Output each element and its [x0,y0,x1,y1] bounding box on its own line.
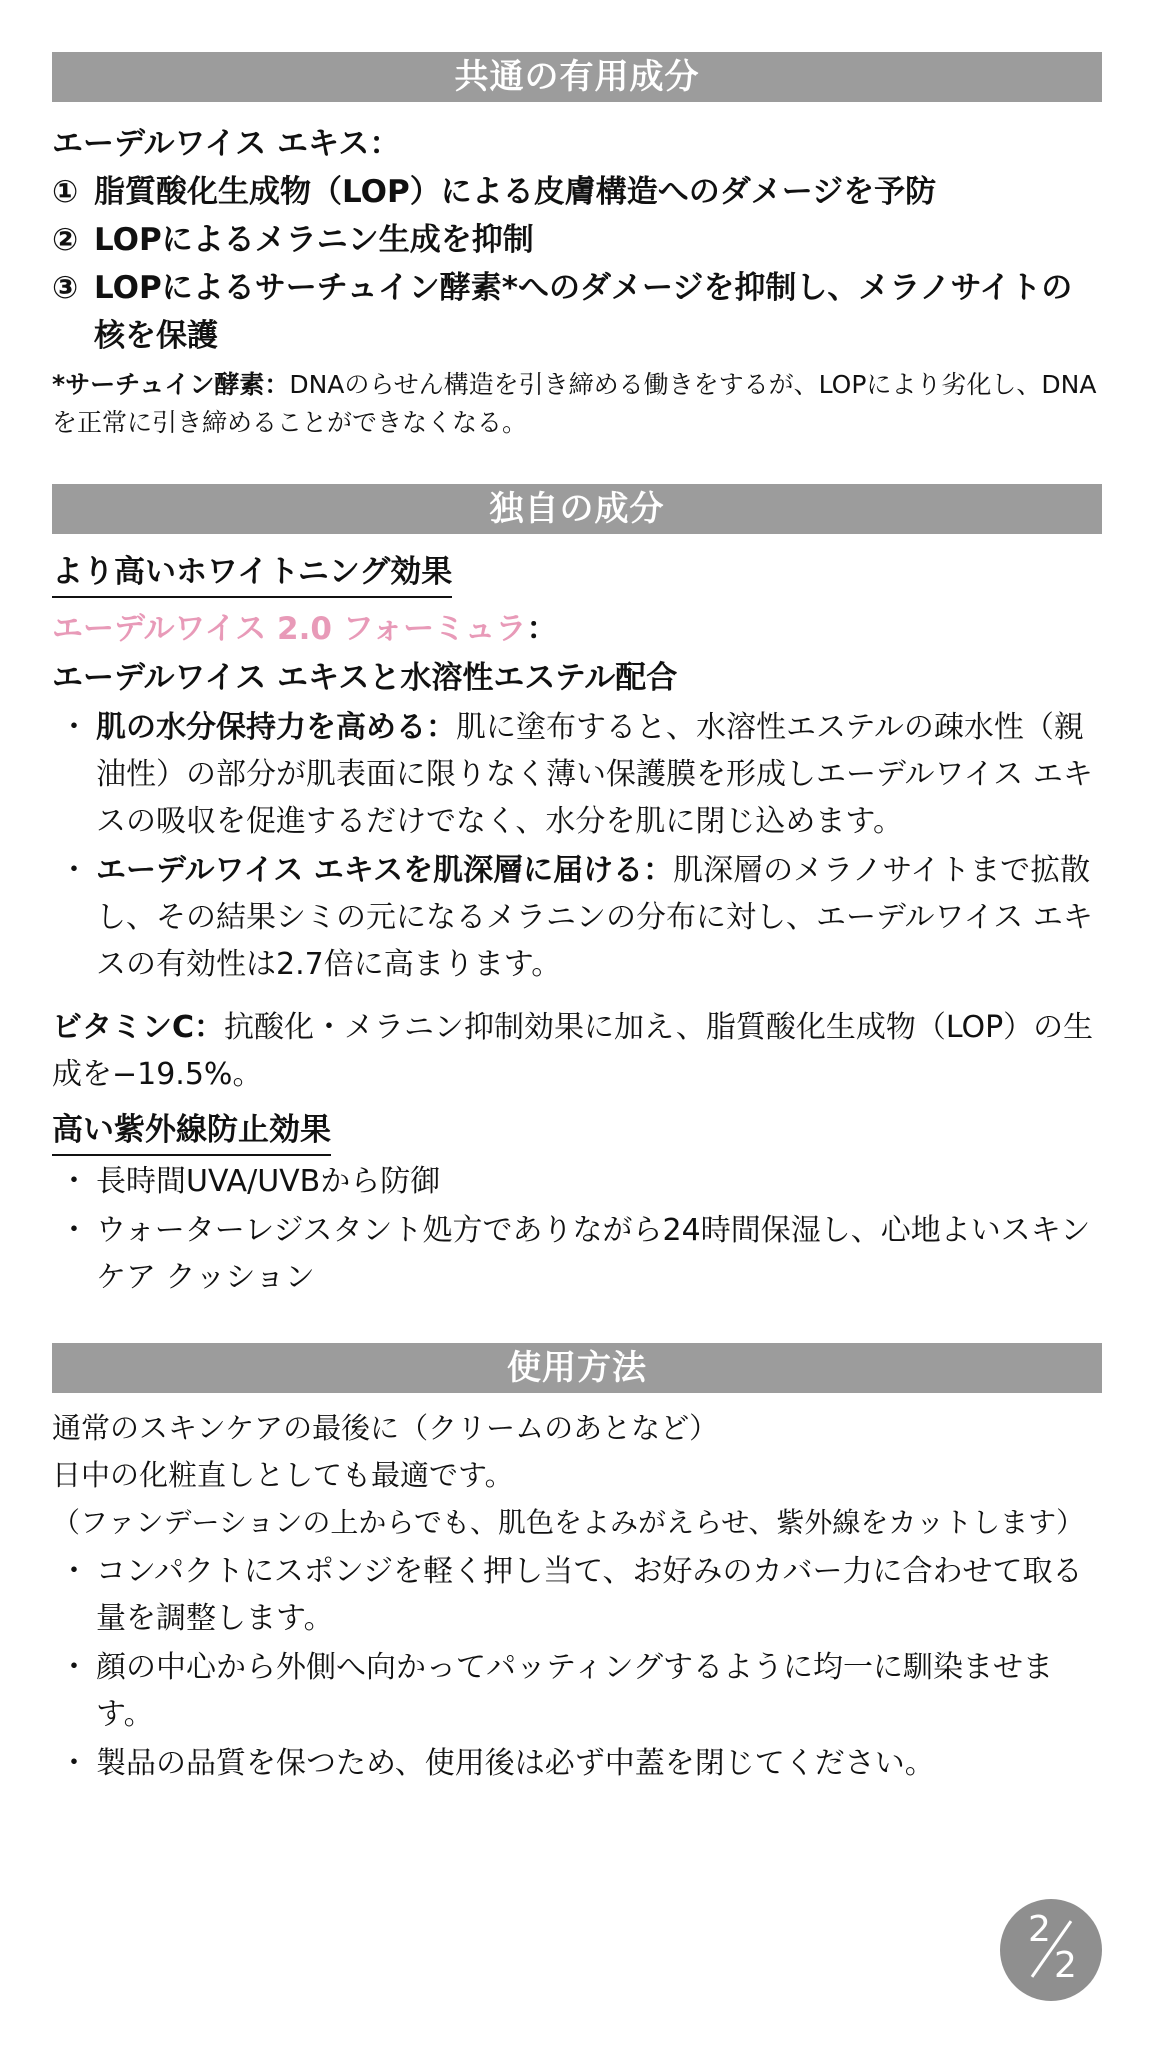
usage-intro [52,1405,1102,1546]
bullet-body: 肌深層のメラノサイトまで拡散し、その結果シミの元になるメラニンの分布に対し、エーデルワイス エキスの有効性は2.7倍に高まります。 [96,853,1093,982]
section-header-unique: 独自の成分 [52,484,1102,534]
ingredient-name: エーデルワイス エキス： [52,126,401,162]
bullet-text [96,847,1102,988]
bullet-label: エーデルワイス エキスを肌深層に届ける： [96,853,674,888]
bullet: ・ [59,1554,89,1589]
formula-description: エーデルワイス エキスと水溶性エステル配合 [52,660,678,696]
bullet: ・ [59,1746,89,1781]
document-page [52,52,1102,1787]
item-number: ① [52,174,79,210]
formula-line [52,604,1102,654]
bullet-text: ウォーターレジスタント処方でありながら24時間保湿し、心地よいスキンケア クッション [96,1213,1091,1295]
bullet-body: 肌に塗布すると、水溶性エステルの疎水性（親油性）の部分が肌表面に限りなく薄い保護膜を形成しエーデルワイス エキスの吸収を促進するだけでなく、水分を肌に閉じ込めます。 [96,710,1093,839]
page-total: 2 [1054,1945,1077,1986]
item-text: 脂質酸化生成物（LOP）による皮膚構造へのダメージを予防 [94,174,937,210]
bullet: ・ [59,710,89,745]
list-item [52,1548,1102,1642]
item-number: ② [52,222,79,258]
list-item [52,1207,1102,1301]
bullet-label: 肌の水分保持力を高める： [96,710,456,745]
list-item [52,1158,1102,1205]
bullet-text: コンパクトにスポンジを軽く押し当て、お好みのカバー力に合わせて取る量を調整します。 [96,1554,1083,1636]
bullet: ・ [59,853,89,888]
bullet: ・ [59,1164,89,1199]
list-item [52,1644,1102,1738]
page-number-badge [1000,1899,1102,2001]
page-current: 2 [1028,1909,1051,1950]
usage-line: （ファンデーションの上からでも、肌色をよみがえらせ、紫外線をカットします） [52,1506,1085,1539]
vitamin-label: ビタミンC： [52,1010,225,1045]
uv-heading: 高い紫外線防止効果 [52,1108,331,1156]
footnote-text: DNAのらせん構造を引き締める働きをするが、LOPにより劣化し、DNAを正常に引き締めることができなくなる。 [52,370,1097,437]
bullet-text: 製品の品質を保つため、使用後は必ず中蓋を閉じてください。 [96,1746,935,1781]
formula-name: エーデルワイス 2.0 フォーミュラ [52,611,527,647]
footnote [52,366,1102,442]
list-item [52,704,1102,845]
item-text: LOPによるサーチュイン酵素*へのダメージを抑制し、メラノサイトの核を保護 [94,270,1073,354]
bullet-text: 顔の中心から外側へ向かってパッティングするように均一に馴染ませます。 [96,1650,1053,1732]
item-text: LOPによるメラニン生成を抑制 [94,222,534,258]
benefit-item-1 [52,168,1102,216]
whitening-heading: より高いホワイトニング効果 [52,550,452,598]
bullet: ・ [59,1213,89,1248]
section-header-common: 共通の有用成分 [52,52,1102,102]
section-header-usage: 使用方法 [52,1343,1102,1393]
vitamin-c-paragraph [52,1004,1102,1098]
bullet: ・ [59,1650,89,1685]
item-number: ③ [52,270,79,306]
usage-line: 通常のスキンケアの最後に（クリームのあとなど） [52,1411,719,1445]
vitamin-text: 抗酸化・メラニン抑制効果に加え、脂質酸化生成物（LOP）の生成を−19.5%。 [52,1010,1094,1092]
formula-colon: ： [526,611,558,647]
bullet-text [96,704,1102,845]
footnote-label: *サーチュイン酵素： [52,370,290,399]
list-item [52,1740,1102,1787]
benefit-item-2 [52,216,1102,264]
usage-line: 日中の化粧直しとしても最適です。 [52,1458,514,1492]
benefit-item-3 [52,264,1102,360]
bullet-text: 長時間UVA/UVBから防御 [96,1164,441,1199]
list-item [52,847,1102,988]
